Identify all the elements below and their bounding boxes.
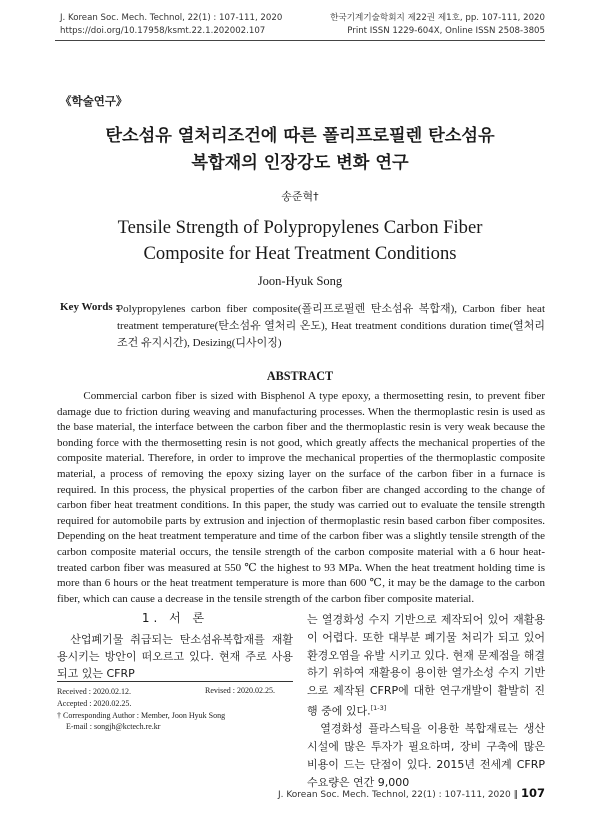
abstract-heading: ABSTRACT	[266, 369, 334, 383]
doi-link[interactable]: https://doi.org/10.17958/ksmt.22.1.202002.107	[60, 25, 266, 36]
abstract-body: Commercial carbon fiber is sized with Bisphenol A type epoxy, a thermosetting resin, to prevent fiber damage due to friction during weaving and manufacturing processes. When the thermoplastic resin is used as the base material, the interface between the carbon fiber and the thermoplastic resin is very weak because the bonding force with the thermosetting resin is not good, which greatly affects the mechanical properties of the composite material. Therefore, in order to improve the mechanical properties of the thermoplastic composite material, a process of removing the epoxy sizing layer on the surface of the carbon fiber in a furnace is required. In this process, the physical properties of the carbon fiber are changed according to the change of carbon fiber heat treatment conditions. In this paper, the study was carried out to evaluate the tensile strength required for automobile parts by extrusion and injection of thermoplastic resin based carbon fiber composites. Depending on the heat treatment temperature and time of the carbon fiber was a slightly tensile strength of the carbon composite material occurs, the tensile strength of the carbon composite material with a 6 hour heat-treated carbon fiber was measured at 550 ℃ the highest to 93 MPa. When the heat treatment holding time is more than 6 hours or the heat treatment temperature is more than 600 ℃, it may be the damage to the carbon fiber, which can cause a decrease in the tensile strength of the carbon fiber composite material.	[57, 390, 545, 605]
running-header-left	[60, 12, 282, 37]
keywords-text: Polypropylenes carbon fiber composite(폴리프로필렌 탄소섬유 복합재), Carbon fiber heat treatment temperature(탄소섬유 열처리 온도), Heat treatment conditions duration time(열처리조건 유지시간), Desizing(디사이징)	[117, 303, 545, 349]
journal-citation: J. Korean Soc. Mech. Technol, 22(1) : 107-111, 2020	[60, 13, 283, 23]
issn-info: Print ISSN 1229-604X, Online ISSN 2508-3805	[347, 25, 545, 36]
citation-reference[interactable]: [1-3]	[370, 703, 387, 712]
revised-date: Revised : 2020.02.25.	[205, 686, 275, 695]
title-english-line2: Composite for Heat Treatment Conditions	[143, 243, 457, 264]
author-email[interactable]: E-mail : songjh@kctech.re.kr	[66, 722, 161, 731]
footer-journal-citation: J. Korean Soc. Mech. Technol, 22(1) : 107-111, 2020 ‖	[277, 790, 519, 800]
author-korean: 송준혁†	[281, 190, 319, 203]
title-korean-line1: 탄소섬유 열처리조건에 따른 폴리프로필렌 탄소섬유	[105, 126, 495, 146]
received-date: Received : 2020.02.12.	[57, 687, 131, 696]
footnote-divider	[57, 681, 293, 682]
introduction-column-right	[307, 611, 545, 792]
section-heading-introduction: 1. 서 론	[141, 611, 209, 625]
introduction-paragraph-left: 산업폐기물 취급되는 탄소섬유복합재를 재활용시키는 방안이 떠오르고 있다. 현재 주로 사용되고 있는 CFRP	[57, 633, 293, 680]
article-type-tag: 《학술연구》	[60, 94, 128, 108]
corresponding-author: † Corresponding Author : Member, Joon Hyuk Song	[57, 711, 226, 720]
journal-citation-korean: 한국기계기술학회지 제22권 제1호, pp. 107-111, 2020	[330, 13, 545, 23]
keywords-label: Key Words :	[60, 301, 120, 313]
author-english: Joon-Hyuk Song	[257, 274, 343, 288]
title-korean-line2: 복합재의 인장강도 변화 연구	[191, 153, 409, 173]
paragraph-text: 는 열경화성 수지 기반으로 제작되어 있어 재활용이 어렵다. 또한 대부분 폐기물 처리가 되고 있어 환경오염을 유발 시키고 있다. 현재 문제점을 해결하기 위하여 재활용이 용이한 열가소성 수지 기반으로 제작된 CFRP에 대한 연구개발이 활발히 진행 중에 있다.	[307, 613, 545, 718]
title-english-line1: Tensile Strength of Polypropylenes Carbon Fiber	[117, 217, 483, 238]
running-header-right	[330, 12, 545, 37]
header-divider	[55, 40, 545, 41]
accepted-date: Accepted : 2020.02.25.	[57, 699, 132, 708]
page-footer	[278, 786, 545, 800]
introduction-paragraph-right-2: 열경화성 플라스틱을 이용한 복합재료는 생산 시설에 많은 투자가 필요하며, 장비 구축에 많은 비용이 드는 단점이 있다. 2015년 전세계 CFRP 수요량은 연간 9,000	[307, 722, 545, 789]
page-number: 107	[520, 786, 545, 800]
introduction-paragraph-right-1	[307, 611, 545, 720]
